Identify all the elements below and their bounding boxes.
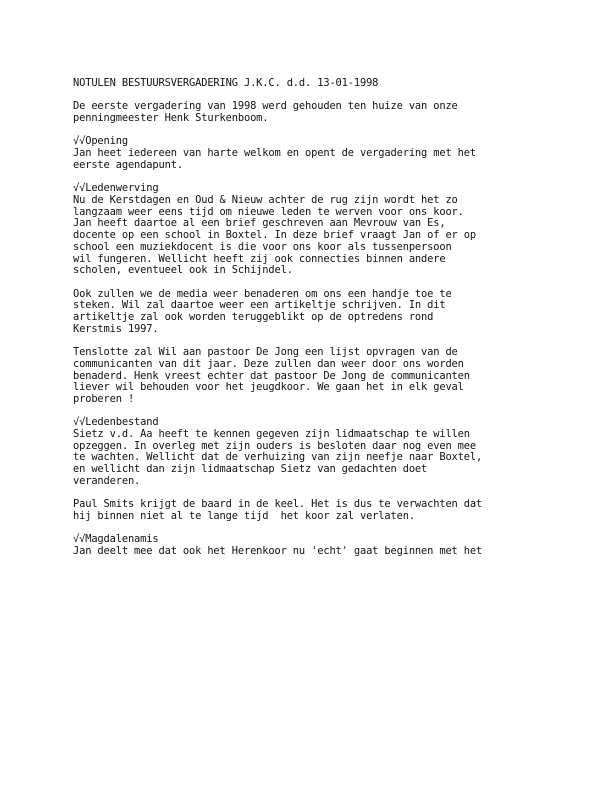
text-line: Kerstmis 1997. — [73, 322, 159, 335]
section-heading: √√Ledenbestand — [73, 416, 159, 429]
text-line: hij binnen niet al te lange tijd het koor zal verlaten. — [73, 509, 415, 522]
text-line: Jan heeft daartoe al een brief geschreven aan Mevrouw van Es, — [73, 217, 446, 230]
text-line: eerste agendapunt. — [73, 158, 183, 171]
text-line: liever wil behouden voor het jeugdkoor. We gaan het in elk geval — [73, 381, 464, 394]
text-line: Ook zullen we de media weer benaderen om ons een handje toe te — [73, 287, 452, 300]
text-line: benaderd. Henk vreest echter dat pastoor De Jong de communicanten — [73, 369, 470, 382]
text-line: Jan deelt mee dat ook het Herenkoor nu 'echt' gaat beginnen met het — [73, 545, 483, 557]
text-line: artikeltje zal ook worden teruggeblikt op de optredens rond — [73, 311, 434, 323]
text-line: Tenslotte zal Wil aan pastoor De Jong een lijst opvragen van de — [73, 346, 458, 359]
text-line: school een muziekdocent is die voor ons koor als tussenpersoon — [73, 240, 452, 253]
section-opening — [73, 136, 593, 171]
text-line: langzaam weer eens tijd om nieuwe leden te werven voor ons koor. — [73, 205, 464, 218]
text-line: scholen, eventueel ook in Schijndel. — [73, 264, 293, 277]
section-magdalenamis — [73, 534, 593, 557]
section-heading: √√Opening — [73, 135, 128, 148]
text-line: docente op een school in Boxtel. In deze brief vraagt Jan of er op — [73, 229, 476, 242]
text-line: proberen ! — [73, 392, 135, 405]
text-line: wil fungeren. Wellicht heeft zij ook connecties binnen andere — [73, 252, 446, 265]
paragraph — [73, 289, 593, 336]
text-line: Jan heet iedereen van harte welkom en opent de vergadering met het — [73, 147, 476, 160]
text-line: opzeggen. In overleg met zijn ouders is besloten daar nog even mee — [73, 439, 476, 452]
text-line: penningmeester Henk Sturkenboom. — [73, 112, 269, 125]
document-body — [73, 78, 593, 569]
text-line: Paul Smits krijgt de baard in de keel. Het is dus te verwachten dat — [73, 498, 483, 511]
paragraph — [73, 499, 593, 522]
text-line: veranderen. — [73, 474, 141, 487]
text-line: en wellicht dan zijn lidmaatschap Sietz van gedachten doet — [73, 463, 428, 476]
text-line: steken. Wil zal daartoe weer een artikeltje schrijven. In dit — [73, 299, 446, 312]
intro-paragraph — [73, 101, 593, 124]
text-line: De eerste vergadering van 1998 werd gehouden ten huize van onze — [73, 100, 458, 113]
text-line: Nu de Kerstdagen en Oud & Nieuw achter de rug zijn wordt het zo — [73, 193, 458, 206]
paragraph — [73, 347, 593, 406]
section-heading: √√Ledenwerving — [73, 182, 159, 195]
text-line: te wachten. Wellicht dat de verhuizing van zijn neefje naar Boxtel, — [73, 451, 483, 464]
section-ledenwerving — [73, 183, 593, 277]
text-line: Sietz v.d. Aa heeft te kennen gegeven zijn lidmaatschap te willen — [73, 428, 470, 440]
document-title: NOTULEN BESTUURSVERGADERING J.K.C. d.d. 13-01-1998 — [73, 77, 379, 89]
section-heading: √√Magdalenamis — [73, 533, 159, 546]
text-line: communicanten van dit jaar. Deze zullen dan weer door ons worden — [73, 357, 464, 370]
section-ledenbestand — [73, 417, 593, 487]
